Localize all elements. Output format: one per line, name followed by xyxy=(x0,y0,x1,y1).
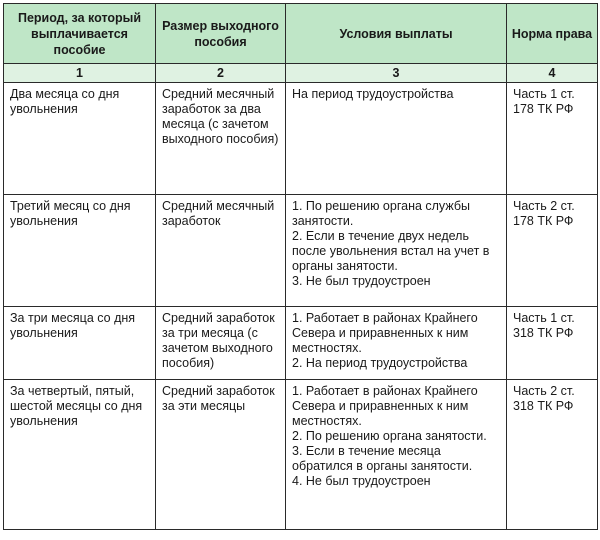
amount-cell: Средний заработок за три месяца (с зачетом выходного пособия) xyxy=(156,307,286,380)
conditions-cell xyxy=(286,380,507,530)
condition-item: 3. Если в течение месяца обратился в органы занятости. xyxy=(292,444,473,473)
conditions-cell xyxy=(286,307,507,380)
header-norm: Норма права xyxy=(507,4,598,64)
period-cell: За три месяца со дня увольнения xyxy=(4,307,156,380)
period-cell: Два месяца со дня увольнения xyxy=(4,83,156,195)
column-number: 4 xyxy=(507,64,598,83)
norm-cell: Часть 2 ст. 178 ТК РФ xyxy=(507,195,598,307)
header-row xyxy=(4,4,598,64)
norm-cell: Часть 1 ст. 318 ТК РФ xyxy=(507,307,598,380)
amount-cell: Средний месячный заработок xyxy=(156,195,286,307)
column-number: 3 xyxy=(286,64,507,83)
column-number: 1 xyxy=(4,64,156,83)
condition-item: На период трудоустройства xyxy=(292,87,454,101)
condition-item: 2. На период трудоустройства xyxy=(292,356,468,370)
norm-cell: Часть 2 ст. 318 ТК РФ xyxy=(507,380,598,530)
condition-item: 3. Не был трудоустроен xyxy=(292,274,431,288)
conditions-cell xyxy=(286,195,507,307)
condition-item: 2. По решению органа занятости. xyxy=(292,429,487,443)
table-row xyxy=(4,83,598,195)
condition-item: 1. Работает в районах Крайнего Севера и приравненных к ним местностях. xyxy=(292,311,478,355)
norm-cell: Часть 1 ст. 178 ТК РФ xyxy=(507,83,598,195)
header-period: Период, за который выплачивается пособие xyxy=(4,4,156,64)
column-number: 2 xyxy=(156,64,286,83)
condition-item: 1. По решению органа службы занятости. xyxy=(292,199,470,228)
condition-item: 1. Работает в районах Крайнего Севера и приравненных к ним местностях. xyxy=(292,384,478,428)
condition-item: 2. Если в течение двух недель после увольнения встал на учет в органы занятости. xyxy=(292,229,490,273)
period-cell: Третий месяц со дня увольнения xyxy=(4,195,156,307)
table-row xyxy=(4,307,598,380)
amount-cell: Средний заработок за эти месяцы xyxy=(156,380,286,530)
severance-benefits-table xyxy=(3,3,598,530)
condition-item: 4. Не был трудоустроен xyxy=(292,474,431,488)
header-conditions: Условия выплаты xyxy=(286,4,507,64)
column-number-row xyxy=(4,64,598,83)
table-row xyxy=(4,380,598,530)
table-row xyxy=(4,195,598,307)
period-cell: За четвертый, пятый, шестой месяцы со дня увольнения xyxy=(4,380,156,530)
header-amount: Размер выходного пособия xyxy=(156,4,286,64)
amount-cell: Средний месячный заработок за два месяца (с зачетом выходного пособия) xyxy=(156,83,286,195)
conditions-cell xyxy=(286,83,507,195)
